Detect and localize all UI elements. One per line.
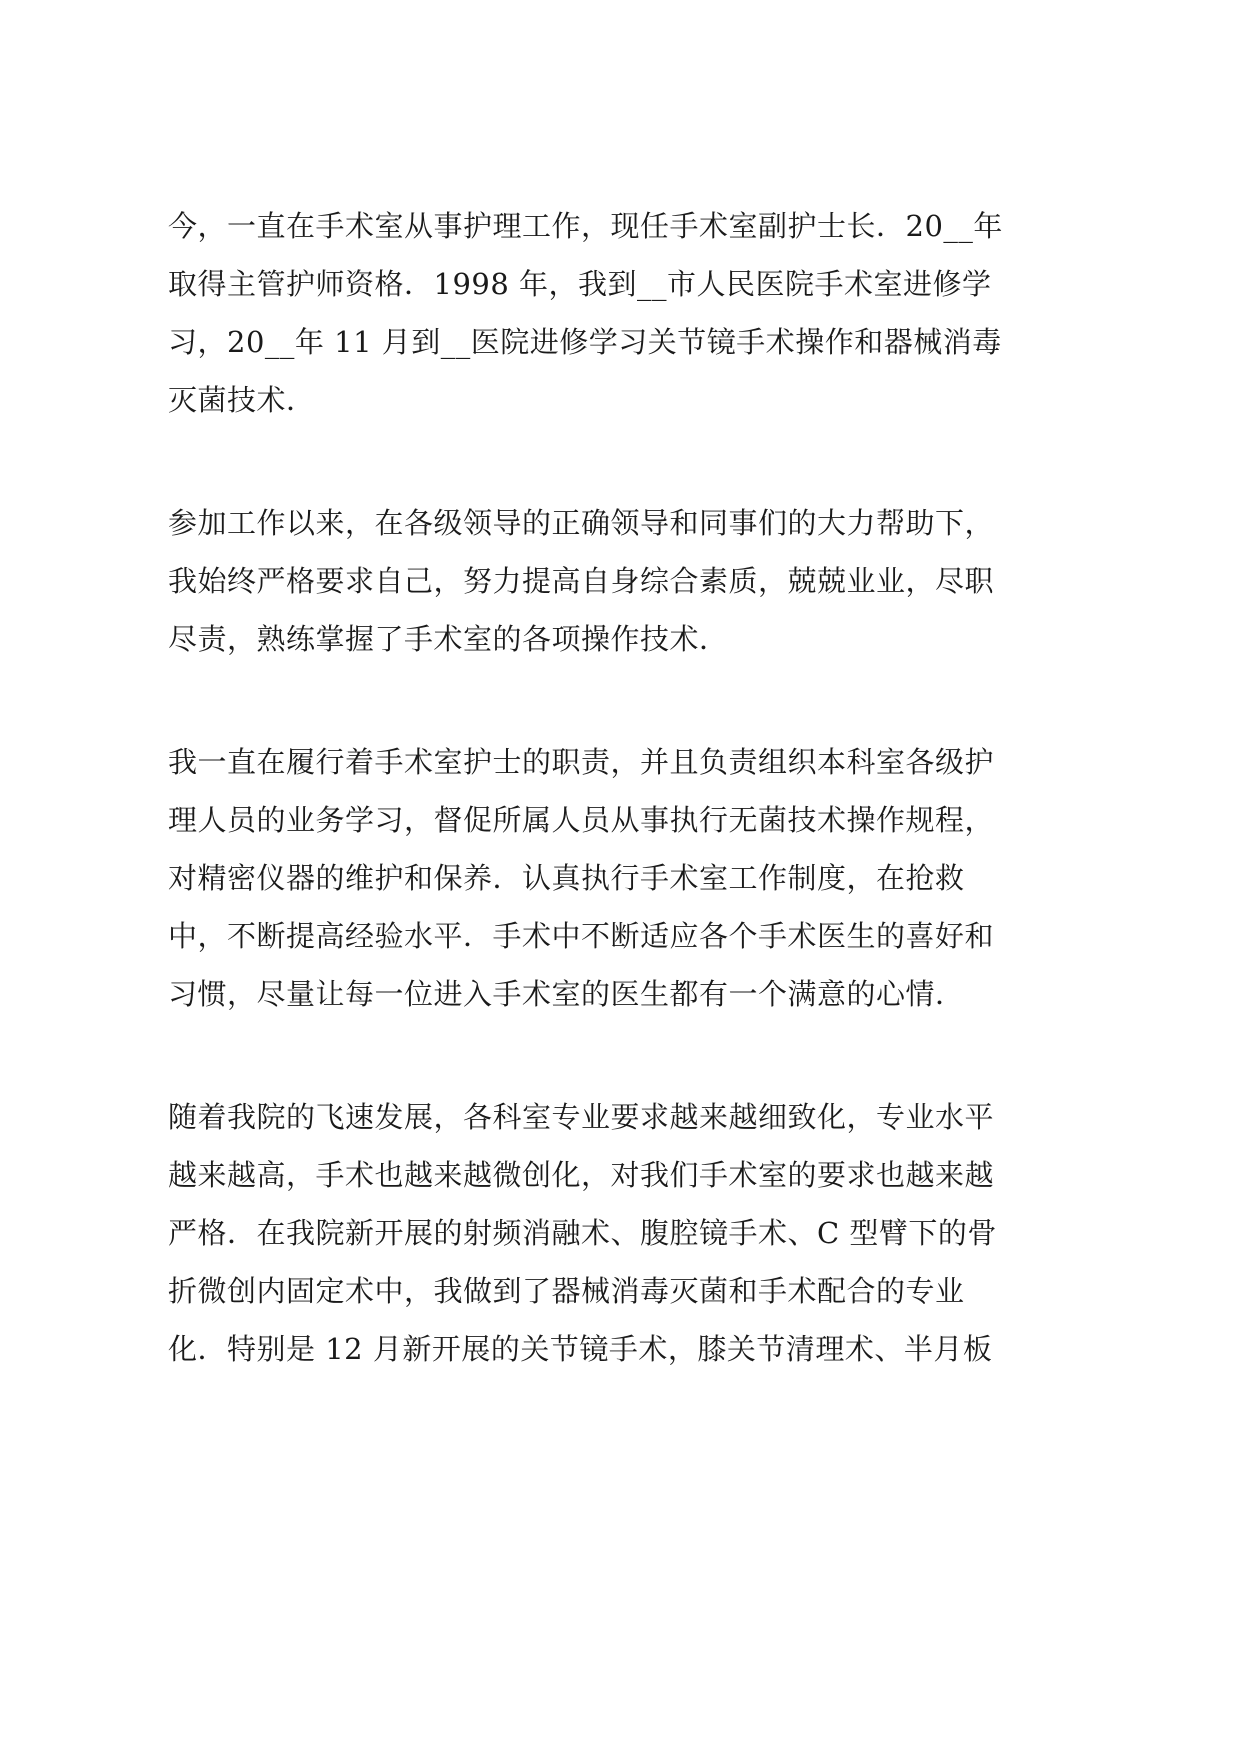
- paragraph-2-line-1: 参加工作以来，在各级领导的正确领导和同事们的大力帮助下，: [168, 506, 995, 540]
- paragraph-2-line-3: 尽责，熟练掌握了手术室的各项操作技术．: [168, 622, 729, 656]
- paragraph-1-line-2: 取得主管护师资格．1998 年，我到__市人民医院手术室进修学: [168, 267, 992, 301]
- paragraph-4-line-3: 严格．在我院新开展的射频消融术、腹腔镜手术、C 型臂下的骨: [168, 1216, 997, 1250]
- paragraph-4-line-1: 随着我院的飞速发展，各科室专业要求越来越细致化，专业水平: [168, 1100, 995, 1134]
- paragraph-3-line-4: 中，不断提高经验水平．手术中不断适应各个手术医生的喜好和: [168, 919, 995, 953]
- paragraph-3-line-1: 我一直在履行着手术室护士的职责，并且负责组织本科室各级护: [168, 745, 995, 779]
- paragraph-1-line-1: 今，一直在手术室从事护理工作，现任手术室副护士长．20__年: [168, 209, 1003, 243]
- paragraph-3-line-3: 对精密仪器的维护和保养．认真执行手术室工作制度，在抢救: [168, 861, 965, 895]
- paragraph-1-line-4: 灭菌技术．: [168, 383, 316, 417]
- paragraph-1-line-3: 习，20__年 11 月到__医院进修学习关节镜手术操作和器械消毒: [168, 325, 1002, 359]
- paragraph-2-line-2: 我始终严格要求自己，努力提高自身综合素质，兢兢业业，尽职: [168, 564, 995, 598]
- paragraph-3-line-2: 理人员的业务学习，督促所属人员从事执行无菌技术操作规程，: [168, 803, 995, 837]
- paragraph-4-line-4: 折微创内固定术中，我做到了器械消毒灭菌和手术配合的专业: [168, 1274, 965, 1308]
- paragraph-4-line-5: 化．特别是 12 月新开展的关节镜手术，膝关节清理术、半月板: [168, 1332, 993, 1366]
- paragraph-4-line-2: 越来越高，手术也越来越微创化，对我们手术室的要求也越来越: [168, 1158, 995, 1192]
- paragraph-3-line-5: 习惯，尽量让每一位进入手术室的医生都有一个满意的心情．: [168, 977, 965, 1011]
